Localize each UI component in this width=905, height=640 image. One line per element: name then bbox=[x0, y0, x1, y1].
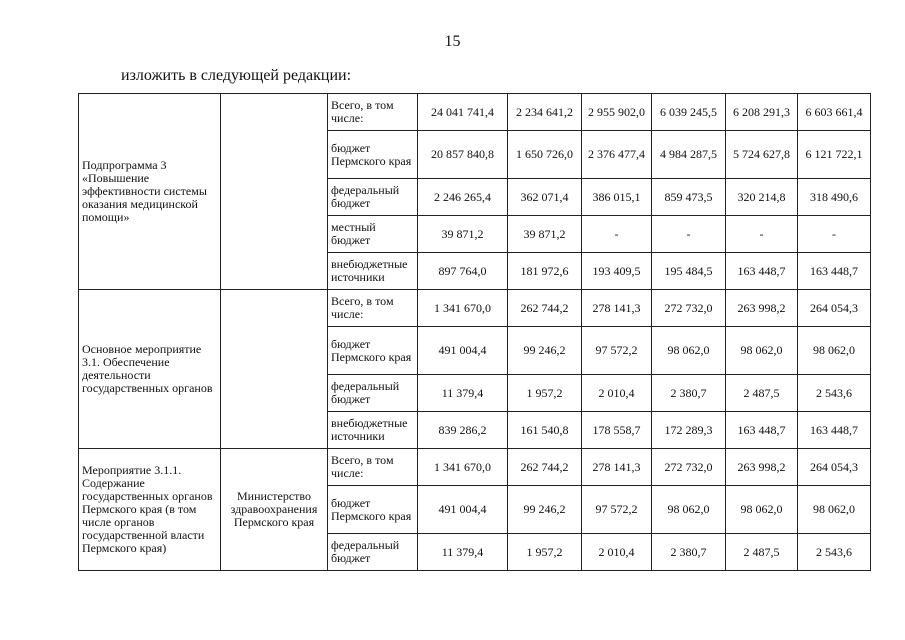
amount-cell: 6 039 245,5 bbox=[652, 94, 726, 131]
amount-cell: 99 246,2 bbox=[508, 486, 582, 534]
amount-cell: 2 487,5 bbox=[726, 375, 798, 412]
amount-cell: 172 289,3 bbox=[652, 412, 726, 449]
amount-cell: 262 744,2 bbox=[508, 449, 582, 486]
amount-cell: 98 062,0 bbox=[798, 486, 871, 534]
executor-cell bbox=[221, 290, 328, 449]
funding-source-cell: бюджет Пермского края bbox=[328, 327, 418, 375]
amount-cell: 318 490,6 bbox=[798, 179, 871, 216]
amount-cell: 2 376 477,4 bbox=[582, 131, 652, 179]
table-row bbox=[79, 449, 871, 486]
amount-cell: 264 054,3 bbox=[798, 290, 871, 327]
amount-cell: 6 208 291,3 bbox=[726, 94, 798, 131]
amount-cell: 20 857 840,8 bbox=[418, 131, 508, 179]
executor-cell bbox=[221, 94, 328, 290]
amount-cell: 11 379,4 bbox=[418, 534, 508, 571]
amount-cell: 98 062,0 bbox=[652, 486, 726, 534]
amount-cell: 1 650 726,0 bbox=[508, 131, 582, 179]
program-name-cell: Мероприятие 3.1.1. Содержание государственных органов Пермского края (в том числе органов государственной власти Пермского края) bbox=[79, 449, 221, 571]
intro-text: изложить в следующей редакции: bbox=[121, 67, 352, 84]
amount-cell: 97 572,2 bbox=[582, 327, 652, 375]
amount-cell: 98 062,0 bbox=[798, 327, 871, 375]
amount-cell: 1 957,2 bbox=[508, 534, 582, 571]
amount-cell: 278 141,3 bbox=[582, 290, 652, 327]
funding-source-cell: Всего, в том числе: bbox=[328, 94, 418, 131]
amount-cell: 263 998,2 bbox=[726, 449, 798, 486]
amount-cell: 98 062,0 bbox=[726, 486, 798, 534]
amount-cell: 99 246,2 bbox=[508, 327, 582, 375]
amount-cell: 2 543,6 bbox=[798, 534, 871, 571]
amount-cell: 4 984 287,5 bbox=[652, 131, 726, 179]
amount-cell: 2 234 641,2 bbox=[508, 94, 582, 131]
amount-cell: - bbox=[726, 216, 798, 253]
program-name-cell: Основное мероприятие 3.1. Обеспечение деятельности государственных органов bbox=[79, 290, 221, 449]
amount-cell: 97 572,2 bbox=[582, 486, 652, 534]
amount-cell: 1 957,2 bbox=[508, 375, 582, 412]
amount-cell: 39 871,2 bbox=[418, 216, 508, 253]
amount-cell: 386 015,1 bbox=[582, 179, 652, 216]
amount-cell: 2 380,7 bbox=[652, 375, 726, 412]
amount-cell: 163 448,7 bbox=[798, 412, 871, 449]
amount-cell: 5 724 627,8 bbox=[726, 131, 798, 179]
funding-source-cell: Всего, в том числе: bbox=[328, 449, 418, 486]
amount-cell: 278 141,3 bbox=[582, 449, 652, 486]
amount-cell: 1 341 670,0 bbox=[418, 290, 508, 327]
amount-cell: 163 448,7 bbox=[726, 253, 798, 290]
amount-cell: 195 484,5 bbox=[652, 253, 726, 290]
amount-cell: 2 010,4 bbox=[582, 534, 652, 571]
amount-cell: 491 004,4 bbox=[418, 486, 508, 534]
budget-table bbox=[78, 93, 871, 571]
amount-cell: 39 871,2 bbox=[508, 216, 582, 253]
amount-cell: 178 558,7 bbox=[582, 412, 652, 449]
funding-source-cell: федеральный бюджет bbox=[328, 375, 418, 412]
amount-cell: 2 955 902,0 bbox=[582, 94, 652, 131]
amount-cell: 2 543,6 bbox=[798, 375, 871, 412]
funding-source-cell: внебюджетные источники bbox=[328, 253, 418, 290]
amount-cell: 6 603 661,4 bbox=[798, 94, 871, 131]
amount-cell: 2 246 265,4 bbox=[418, 179, 508, 216]
executor-cell: Министерство здравоохранения Пермского края bbox=[221, 449, 328, 571]
funding-source-cell: Всего, в том числе: bbox=[328, 290, 418, 327]
amount-cell: 859 473,5 bbox=[652, 179, 726, 216]
page-number: 15 bbox=[444, 33, 461, 50]
amount-cell: 272 732,0 bbox=[652, 449, 726, 486]
funding-source-cell: бюджет Пермского края bbox=[328, 131, 418, 179]
amount-cell: 6 121 722,1 bbox=[798, 131, 871, 179]
amount-cell: 264 054,3 bbox=[798, 449, 871, 486]
amount-cell: 98 062,0 bbox=[726, 327, 798, 375]
amount-cell: 98 062,0 bbox=[652, 327, 726, 375]
amount-cell: 2 010,4 bbox=[582, 375, 652, 412]
amount-cell: 362 071,4 bbox=[508, 179, 582, 216]
funding-source-cell: местный бюджет bbox=[328, 216, 418, 253]
amount-cell: 272 732,0 bbox=[652, 290, 726, 327]
funding-source-cell: внебюджетные источники bbox=[328, 412, 418, 449]
amount-cell: 262 744,2 bbox=[508, 290, 582, 327]
amount-cell: 161 540,8 bbox=[508, 412, 582, 449]
amount-cell: - bbox=[582, 216, 652, 253]
amount-cell: 897 764,0 bbox=[418, 253, 508, 290]
amount-cell: 163 448,7 bbox=[798, 253, 871, 290]
amount-cell: 2 380,7 bbox=[652, 534, 726, 571]
funding-source-cell: федеральный бюджет bbox=[328, 534, 418, 571]
amount-cell: 11 379,4 bbox=[418, 375, 508, 412]
amount-cell: 320 214,8 bbox=[726, 179, 798, 216]
table-row bbox=[79, 94, 871, 131]
amount-cell: 263 998,2 bbox=[726, 290, 798, 327]
amount-cell: - bbox=[652, 216, 726, 253]
program-name-cell: Подпрограмма 3 «Повышение эффективности системы оказания медицинской помощи» bbox=[79, 94, 221, 290]
amount-cell: 1 341 670,0 bbox=[418, 449, 508, 486]
amount-cell: 2 487,5 bbox=[726, 534, 798, 571]
amount-cell: - bbox=[798, 216, 871, 253]
amount-cell: 24 041 741,4 bbox=[418, 94, 508, 131]
funding-source-cell: федеральный бюджет bbox=[328, 179, 418, 216]
amount-cell: 839 286,2 bbox=[418, 412, 508, 449]
amount-cell: 181 972,6 bbox=[508, 253, 582, 290]
amount-cell: 163 448,7 bbox=[726, 412, 798, 449]
amount-cell: 193 409,5 bbox=[582, 253, 652, 290]
amount-cell: 491 004,4 bbox=[418, 327, 508, 375]
table-row bbox=[79, 290, 871, 327]
funding-source-cell: бюджет Пермского края bbox=[328, 486, 418, 534]
